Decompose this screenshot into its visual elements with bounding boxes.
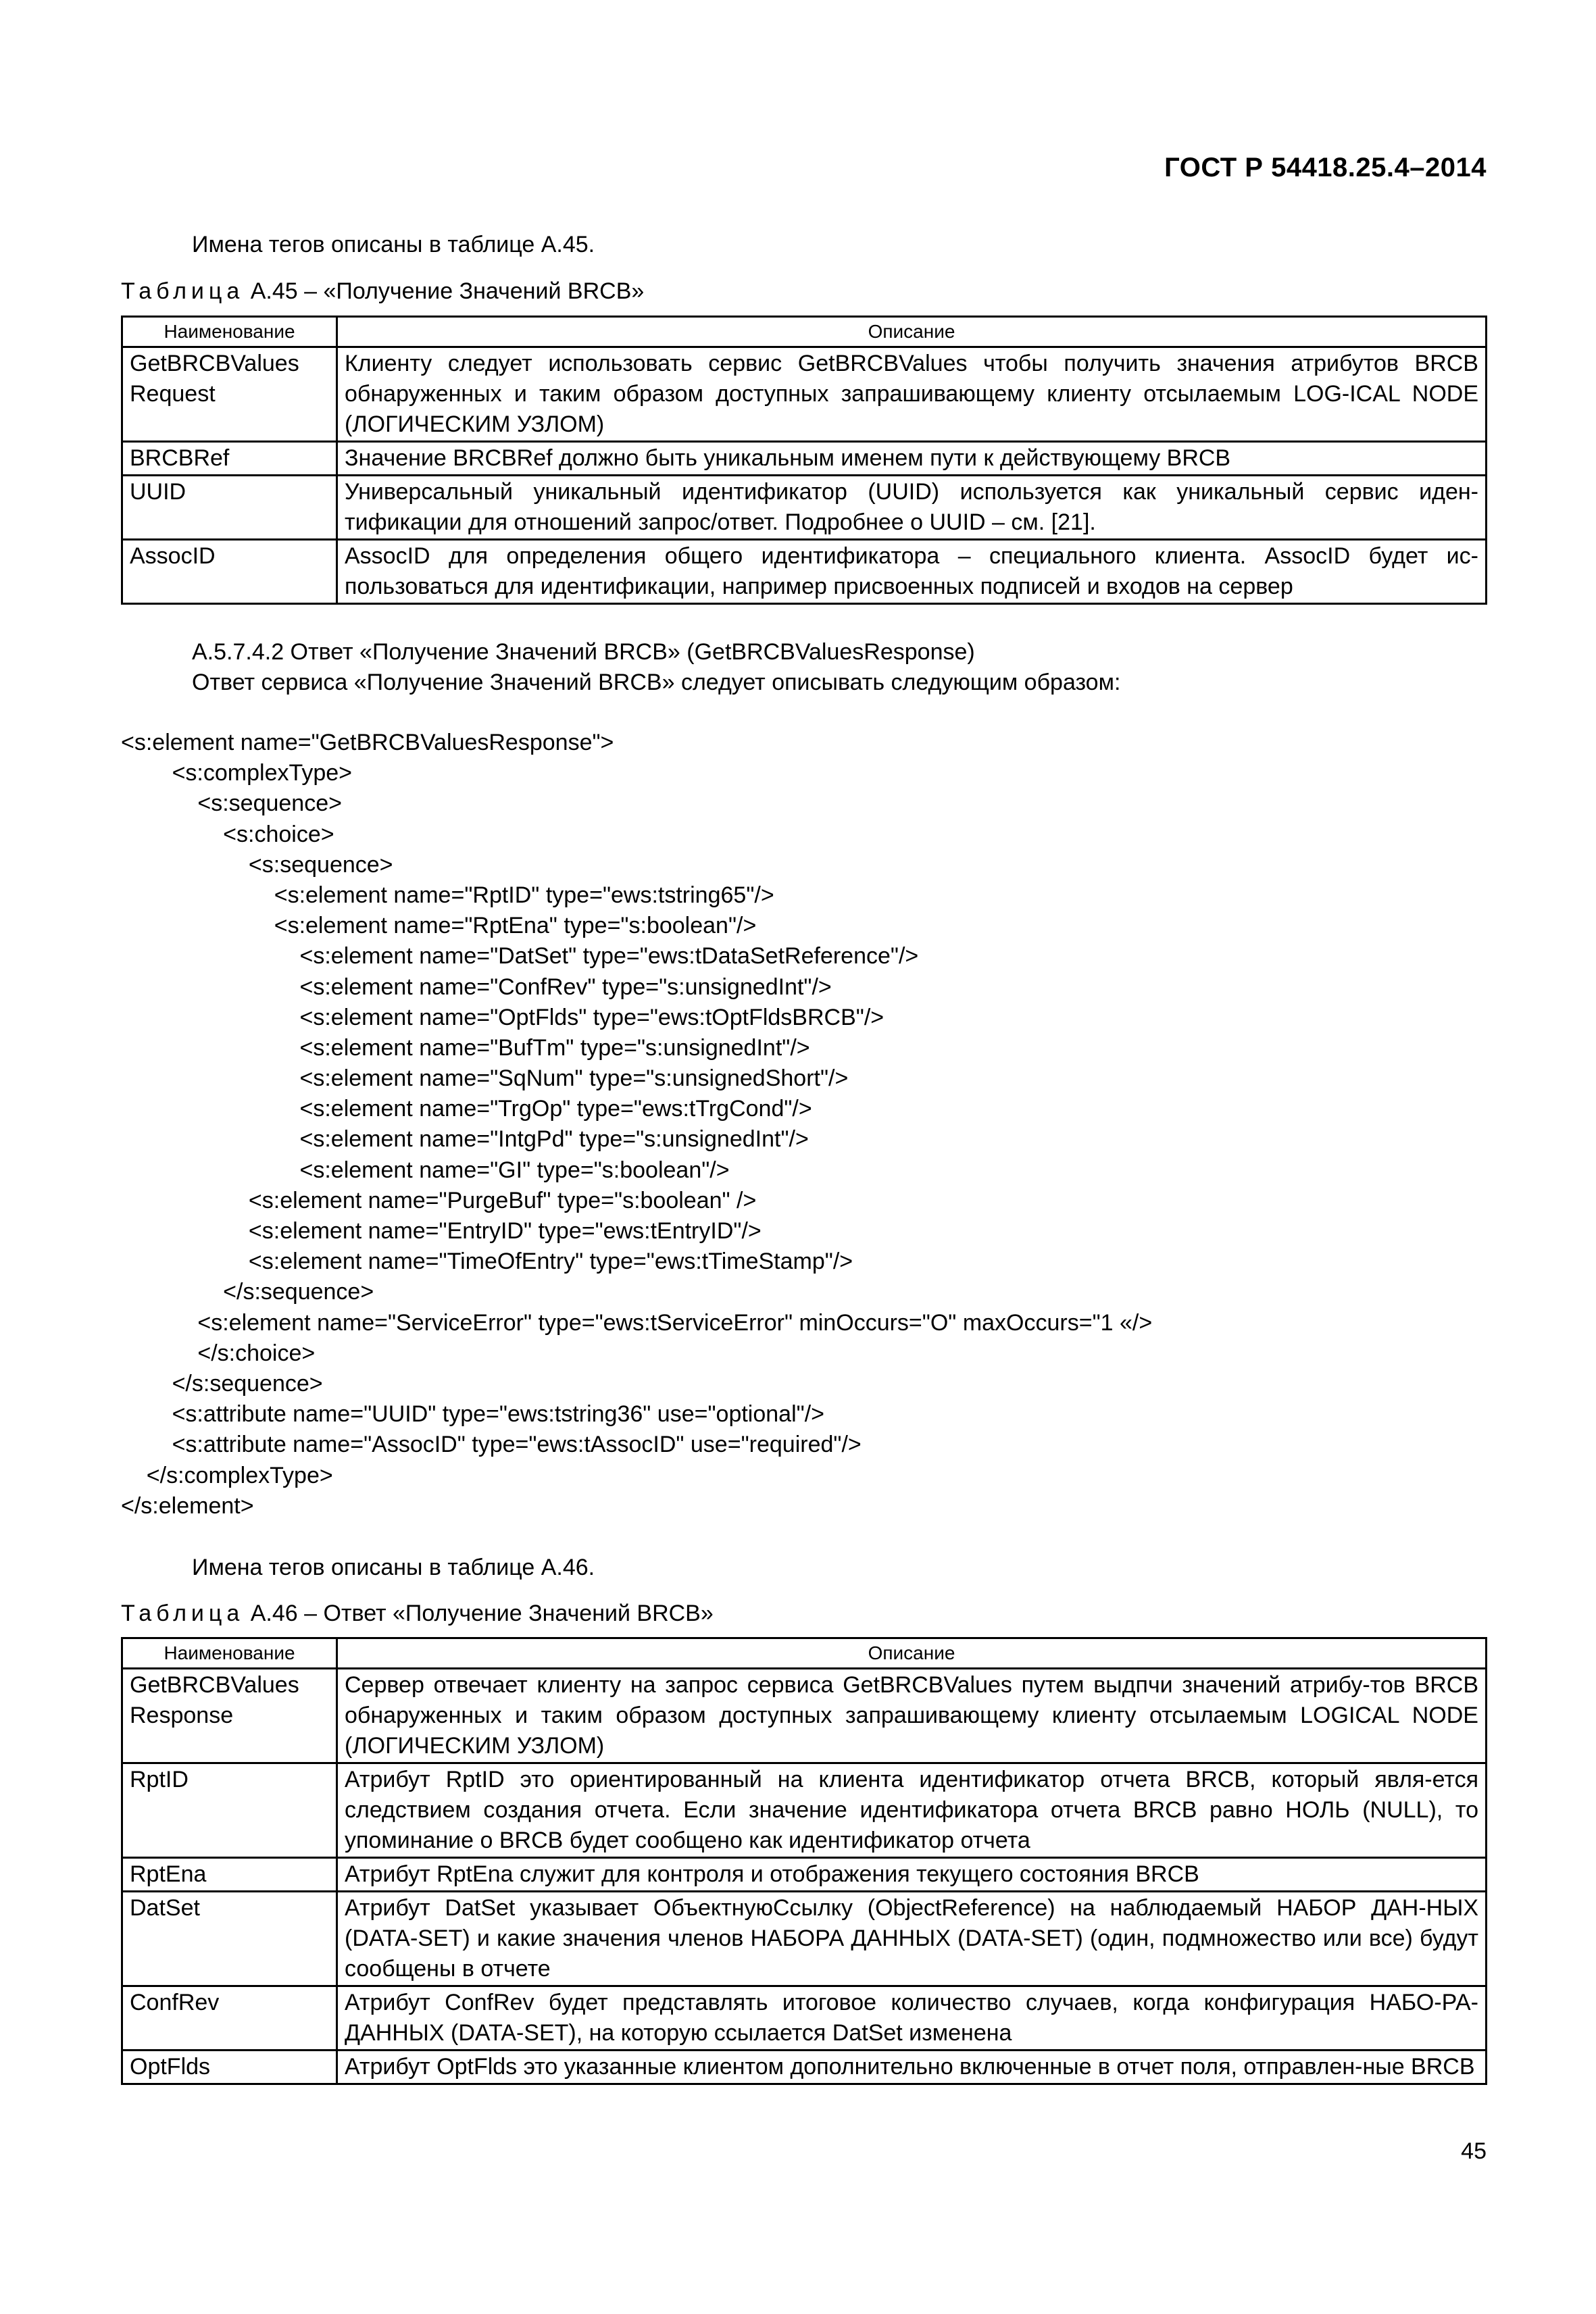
code-line: <s:attribute name="AssocID" type="ews:tAssocID" use="required"/>: [121, 1432, 862, 1458]
table-row: [122, 1986, 1487, 2051]
code-line: <s:element name="OptFlds" type="ews:tOptFldsBRCB"/>: [121, 1004, 884, 1030]
table-header-row: [122, 1638, 1487, 1669]
table-a46: [121, 1637, 1487, 2085]
code-line: <s:element name="SqNum" type="s:unsignedShort"/>: [121, 1065, 849, 1092]
xml-schema-code: [121, 728, 1152, 1521]
intro-paragraph-2: Имена тегов описаны в таблице А.46.: [192, 1555, 595, 1580]
table-row: [122, 347, 1487, 442]
code-line: <s:attribute name="UUID" type="ews:tstring36" use="optional"/>: [121, 1401, 825, 1428]
table-row: [122, 1669, 1487, 1763]
table-a46-caption: [121, 1601, 714, 1627]
cell-name: AssocID: [122, 540, 337, 604]
code-line: <s:element name="PurgeBuf" type="s:boolean" />: [121, 1187, 757, 1213]
cell-name: RptID: [122, 1763, 337, 1858]
code-line: <s:element name="RptID" type="ews:tstring65"/>: [121, 882, 774, 908]
table-row: [122, 1763, 1487, 1858]
caption-label: Таблица: [121, 278, 245, 304]
code-line: </s:complexType>: [121, 1462, 333, 1488]
cell-name: BRCBRef: [122, 442, 337, 476]
code-line: </s:choice>: [121, 1340, 316, 1366]
cell-name: DatSet: [122, 1892, 337, 1986]
cell-name: ConfRev: [122, 1986, 337, 2051]
cell-description: Атрибут ConfRev будет представлять итоговое количество случаев, когда конфигурация НАБО-РА-ДАННЫХ (DATA-SET), на которую ссылается DatSet изменена: [337, 1986, 1487, 2051]
table-a45-caption: [121, 278, 644, 305]
section-text: Ответ сервиса «Получение Значений BRCB» следует описывать следующим образом:: [192, 670, 1121, 695]
code-line: </s:element>: [121, 1492, 254, 1519]
column-header-description: Описание: [337, 1638, 1487, 1669]
cell-name: GetBRCBValues Response: [122, 1669, 337, 1763]
column-header-description: Описание: [337, 317, 1487, 347]
code-line: <s:element name="RptEna" type="s:boolean"/>: [121, 913, 757, 939]
caption-title: А.45 – «Получение Значений BRCB»: [244, 278, 645, 304]
code-line: <s:sequence>: [121, 790, 342, 817]
table-a45: [121, 316, 1487, 605]
table-header-row: [122, 317, 1487, 347]
code-line: <s:element name="EntryID" type="ews:tEntryID"/>: [121, 1218, 762, 1244]
cell-description: Значение BRCBRef должно быть уникальным именем пути к действующему BRCB: [337, 442, 1487, 476]
code-line: <s:element name="TrgOp" type="ews:tTrgCond"/>: [121, 1096, 812, 1122]
table-row: [122, 442, 1487, 476]
cell-description: Сервер отвечает клиенту на запрос сервиса GetBRCBValues путем выдпчи значений атрибу-тов BRCB обнаруженных и таким образом доступных запрашивающему клиенту отсылаемым LOGICAL NODE (ЛОГИЧЕСКИМ УЗЛОМ): [337, 1669, 1487, 1763]
cell-description: Атрибут RptID это ориентированный на клиента идентификатор отчета BRCB, который явля-ется следствием создания отчета. Если значение идентификатора отчета BRCB равно НОЛЬ (NULL), то упоминание о BRCB будет сообщено как идентификатор отчета: [337, 1763, 1487, 1858]
cell-name: UUID: [122, 476, 337, 540]
code-line: <s:choice>: [121, 821, 334, 847]
standard-header: ГОСТ Р 54418.25.4–2014: [1164, 153, 1487, 182]
cell-description: AssocID для определения общего идентификатора – специального клиента. AssocID будет ис-пользоваться для идентификации, например присвоенных подписей и входов на сервер: [337, 540, 1487, 604]
cell-name: OptFlds: [122, 2051, 337, 2084]
page-number: 45: [1461, 2138, 1487, 2164]
cell-description: Атрибут RptEna служит для контроля и отображения текущего состояния BRCB: [337, 1858, 1487, 1892]
cell-description: Универсальный уникальный идентификатор (UUID) используется как уникальный сервис иден-тификации для отношений запрос/ответ. Подробнее о UUID – см. [21].: [337, 476, 1487, 540]
table-row: [122, 1892, 1487, 1986]
table-row: [122, 540, 1487, 604]
cell-description: Клиенту следует использовать сервис GetBRCBValues чтобы получить значения атрибутов BRCB обнаруженных и таким образом доступных запрашивающему клиенту отсылаемым LOG-ICAL NODE (ЛОГИЧЕСКИМ УЗЛОМ): [337, 347, 1487, 442]
code-line: <s:element name="IntgPd" type="s:unsignedInt"/>: [121, 1126, 809, 1153]
column-header-name: Наименование: [122, 317, 337, 347]
table-row: [122, 2051, 1487, 2084]
caption-title: А.46 – Ответ «Получение Значений BRCB»: [244, 1601, 714, 1626]
cell-description: Атрибут OptFlds это указанные клиентом дополнительно включенные в отчет поля, отправлен-ные BRCB: [337, 2051, 1487, 2084]
intro-paragraph-1: Имена тегов описаны в таблице А.45.: [192, 232, 595, 257]
cell-name: RptEna: [122, 1858, 337, 1892]
table-row: [122, 476, 1487, 540]
column-header-name: Наименование: [122, 1638, 337, 1669]
code-line: <s:element name="ConfRev" type="s:unsignedInt"/>: [121, 974, 832, 1000]
code-line: <s:element name="TimeOfEntry" type="ews:tTimeStamp"/>: [121, 1249, 853, 1275]
caption-label: Таблица: [121, 1601, 245, 1626]
code-line: </s:sequence>: [121, 1279, 374, 1305]
code-line: <s:complexType>: [121, 760, 353, 786]
code-line: <s:sequence>: [121, 851, 393, 878]
code-line: <s:element name="BufTm" type="s:unsignedInt"/>: [121, 1034, 810, 1061]
section-heading: А.5.7.4.2 Ответ «Получение Значений BRCB» (GetBRCBValuesResponse): [192, 639, 975, 665]
cell-description: Атрибут DatSet указывает ОбъектнуюСсылку (ObjectReference) на наблюдаемый НАБОР ДАН-НЫХ (DATA-SET) и какие значения членов НАБОРА ДАННЫХ (DATA-SET) (один, подмножество или все) будут сообщены в отчете: [337, 1892, 1487, 1986]
code-line: <s:element name="GetBRCBValuesResponse">: [121, 730, 614, 755]
table-row: [122, 1858, 1487, 1892]
code-line: <s:element name="GI" type="s:boolean"/>: [121, 1157, 730, 1183]
code-line: <s:element name="ServiceError" type="ews:tServiceError" minOccurs="O" maxOccurs="1 «/>: [121, 1309, 1153, 1336]
cell-name: GetBRCBValues Request: [122, 347, 337, 442]
code-line: </s:sequence>: [121, 1370, 323, 1397]
code-line: <s:element name="DatSet" type="ews:tDataSetReference"/>: [121, 943, 919, 970]
